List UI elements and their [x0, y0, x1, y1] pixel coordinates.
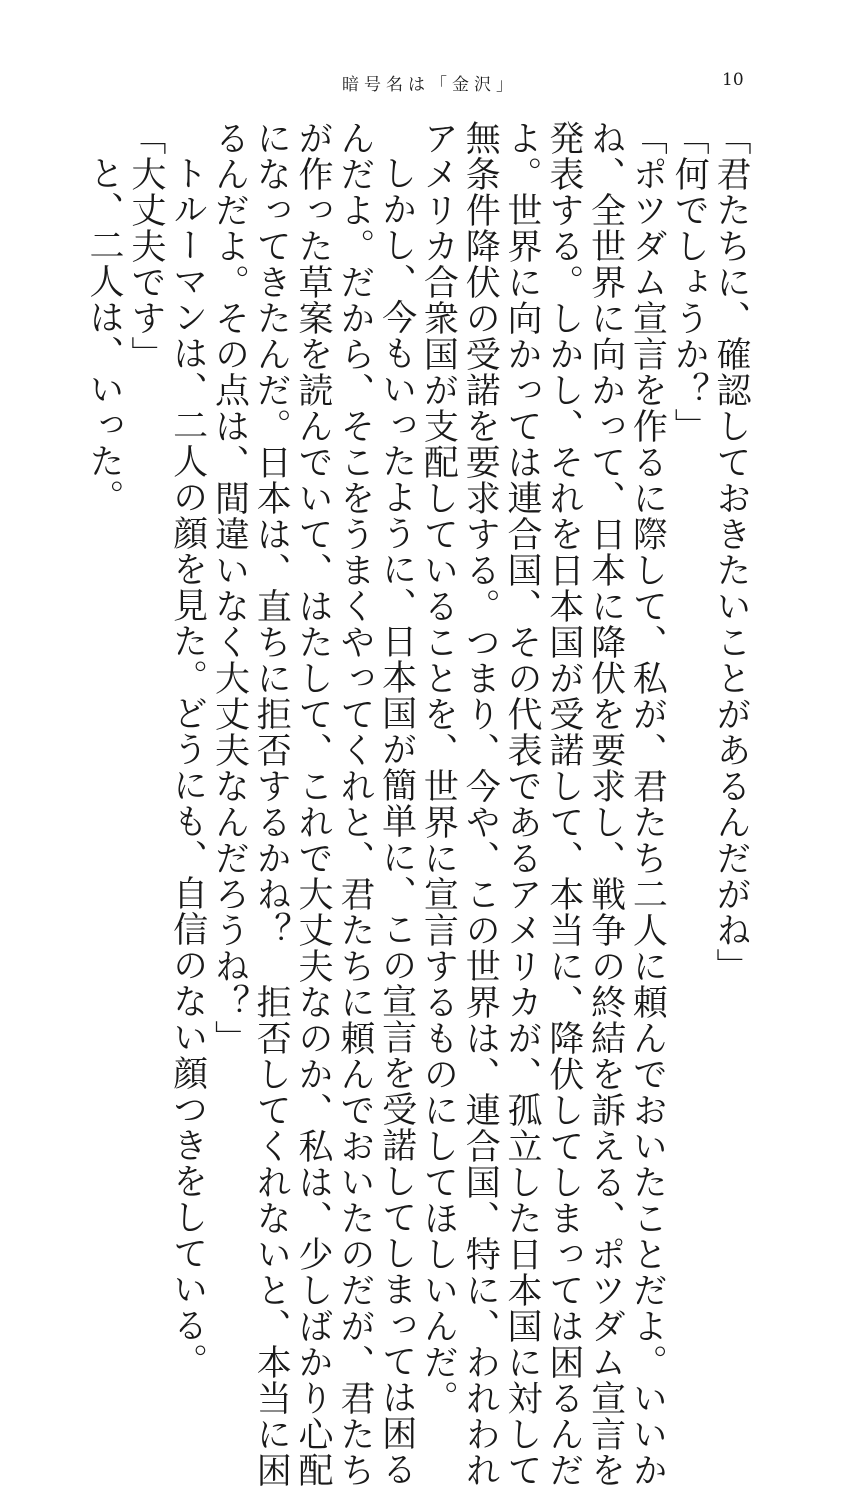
text-line: 「ポツダム宣言を作るに際して、私が、君たち二人に頼んでおいたことだよ。いいか — [627, 120, 668, 1488]
page-number: 10 — [722, 70, 744, 90]
text-line: になってきたんだ。日本は、直ちに拒否するかね？ 拒否してくれないと、本当に困 — [251, 120, 292, 1488]
text-line: しかし、今もいったように、日本国が簡単に、この宣言を受諾してしまっては困る — [376, 155, 417, 1487]
text-line: が作った草案を読んでいて、はたして、これで大丈夫なのか、私は、少しばかり心配 — [293, 120, 334, 1488]
text-line: んだよ。だから、そこをうまくやってくれと、君たちに頼んでおいたのだが、君たち — [334, 120, 375, 1488]
text-line: 「大丈夫です」 — [125, 120, 166, 372]
text-line: 「君たちに、確認しておきたいことがあるんだがね」 — [711, 120, 751, 984]
text-line: と、二人は、いった。 — [84, 155, 125, 515]
text-line: 「何でしょうか？」 — [669, 120, 710, 444]
text-line: アメリカ合衆国が支配していることを、世界に宣言するものにしてほしいんだ。 — [418, 120, 459, 1416]
text-line: 無条件降伏の受諾を要求する。つまり、今や、この世界は、連合国、特に、われわれ — [460, 120, 501, 1488]
text-line: よ。世界に向かっては連合国、その代表であるアメリカが、孤立した日本国に対して — [502, 120, 543, 1488]
text-line: ね、全世界に向かって、日本に降伏を要求し、戦争の終結を訴える、ポツダム宣言を — [585, 120, 626, 1488]
text-line: るんだよ。その点は、間違いなく大丈夫なんだろうね？」 — [209, 120, 250, 1056]
running-title: 暗号名は「金沢」 — [342, 75, 518, 95]
text-line: 発表する。しかし、それを日本国が受諾して、本当に、降伏してしまっては困るんだ — [543, 120, 584, 1488]
text-line: トルーマンは、二人の顔を見た。どうにも、自信のない顔つきをしている。 — [167, 155, 208, 1379]
vertical-text-body — [82, 120, 751, 1488]
